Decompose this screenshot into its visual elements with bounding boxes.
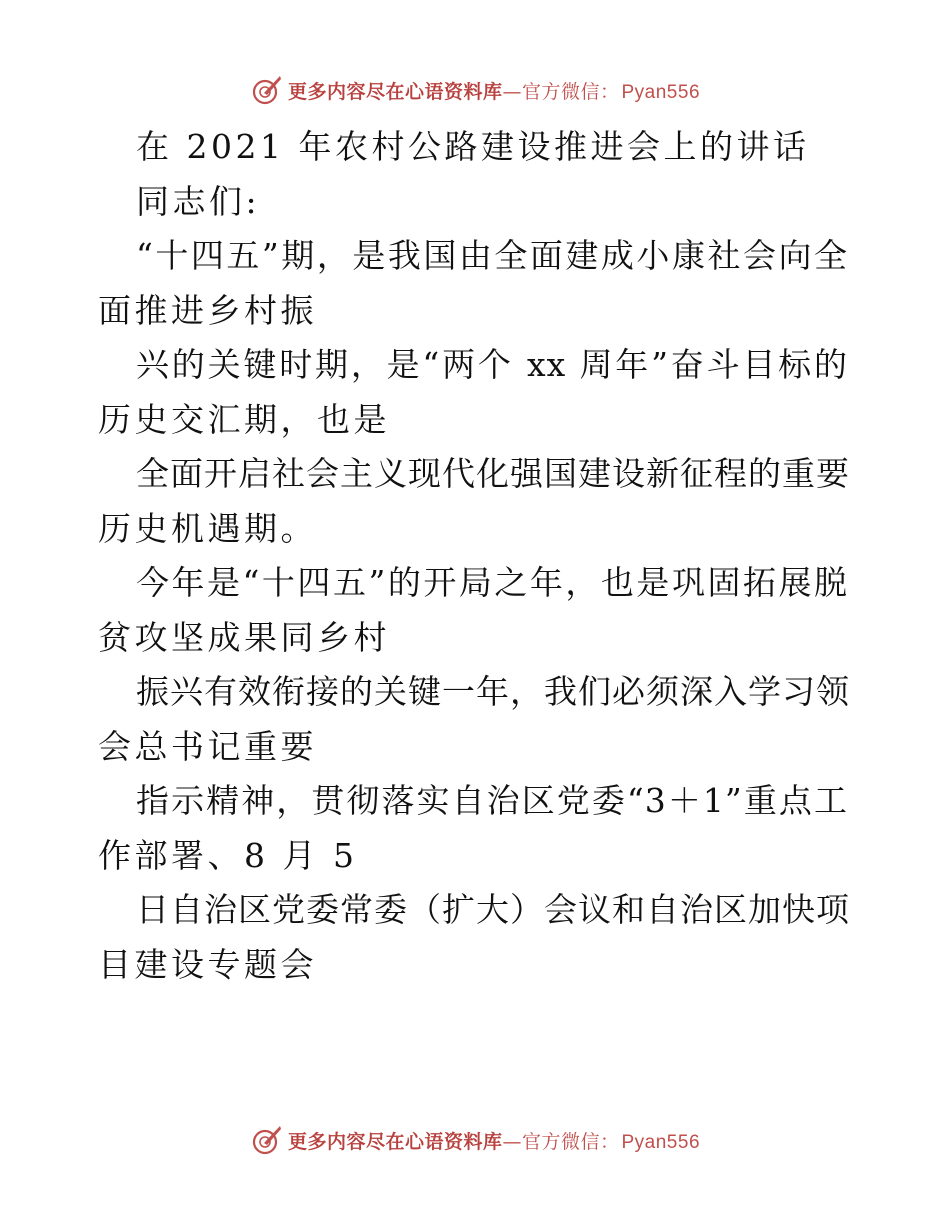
watermark-brand: 更多内容尽在心语资料库 [287, 1130, 503, 1153]
watermark-label: 官方微信： [521, 80, 620, 103]
quill-logo-icon [250, 1123, 284, 1157]
text-line: 振兴有效衔接的关键一年，我们必须深入学习领 [136, 672, 850, 711]
footer-watermark [0, 1120, 950, 1160]
watermark-brand: 更多内容尽在心语资料库 [287, 80, 503, 103]
text-line: 历史机遇期。 [98, 508, 317, 548]
watermark-label: 官方微信： [521, 1130, 620, 1153]
text-line: 日自治区党委常委（扩大）会议和自治区加快项 [136, 890, 850, 929]
text-line: 全面开启社会主义现代化强国建设新征程的重要 [136, 454, 850, 493]
document-title: 在 2021 年农村公路建设推进会上的讲话 [136, 127, 810, 166]
watermark-text [288, 1127, 700, 1154]
text-line: 会总书记重要 [98, 726, 317, 766]
text-line: 贫攻坚成果同乡村 [98, 617, 390, 657]
watermark-separator: — [502, 1130, 522, 1153]
text-line: 作部署、8 月 5 [98, 835, 358, 875]
text-line: 目建设专题会 [98, 944, 317, 984]
header-watermark [0, 70, 950, 110]
text-line: 兴的关键时期，是“两个 xx 周年”奋斗目标的 [136, 345, 848, 384]
watermark-wechat-id: Pyan556 [621, 1131, 701, 1153]
text-line: “十四五”期，是我国由全面建成小康社会向全 [136, 236, 848, 275]
text-line: 指示精神，贯彻落实自治区党委“3＋1”重点工 [136, 781, 848, 820]
text-line: 今年是“十四五”的开局之年，也是巩固拓展脱 [136, 563, 848, 602]
document-body [98, 120, 858, 992]
watermark-wechat-id: Pyan556 [621, 81, 701, 103]
salutation: 同志们: [136, 181, 261, 221]
text-line: 历史交汇期，也是 [98, 399, 390, 439]
watermark-separator: — [502, 80, 522, 103]
text-line: 面推进乡村振 [98, 290, 317, 330]
quill-logo-icon [250, 73, 284, 107]
watermark-text [288, 77, 700, 104]
